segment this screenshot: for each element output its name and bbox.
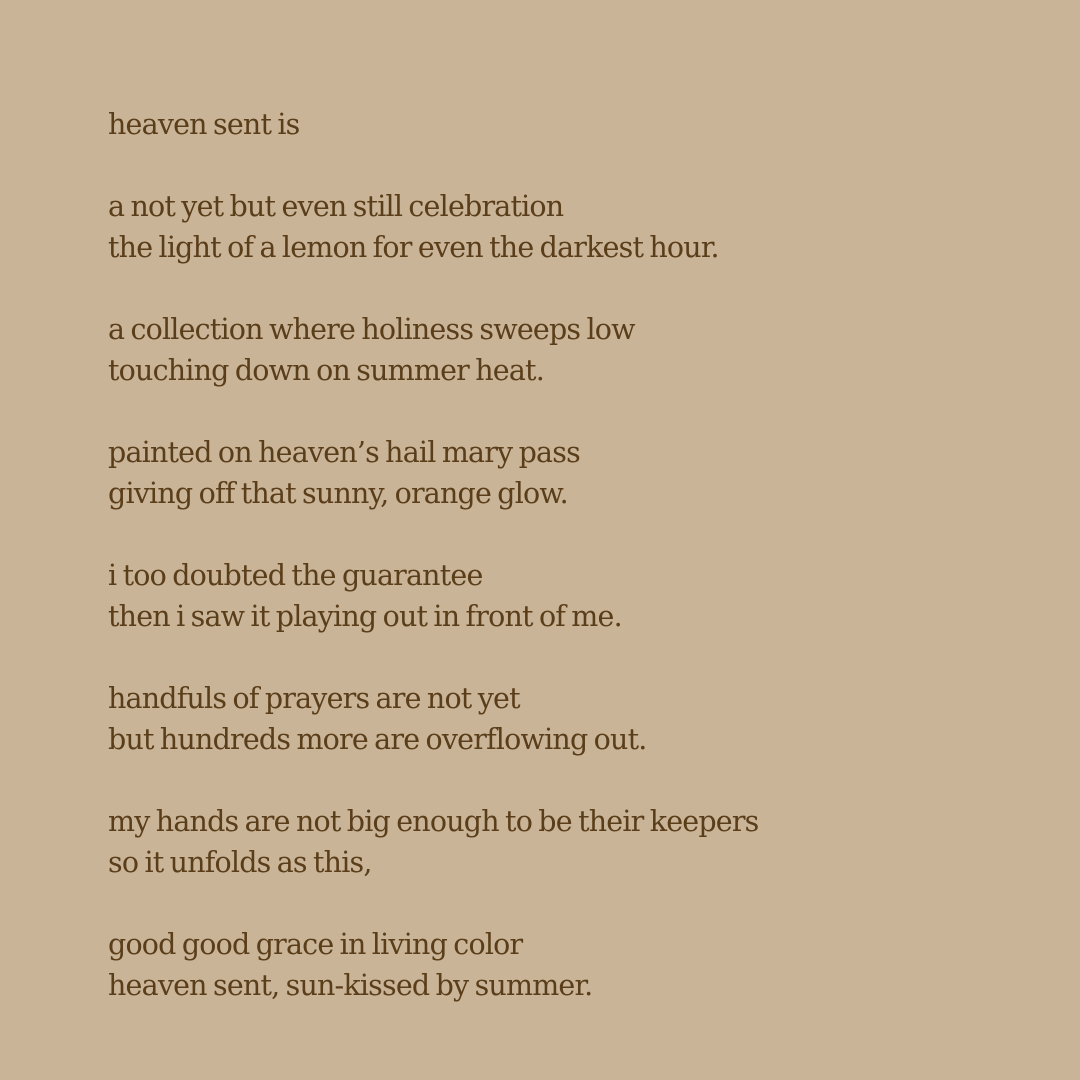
poem-line: so it unfolds as this,	[108, 846, 372, 879]
stanza-1	[108, 186, 759, 268]
stanza-7	[108, 924, 759, 1006]
poem-line: handfuls of prayers are not yet	[108, 682, 520, 715]
stanza-6	[108, 801, 759, 883]
stanza-spacer	[108, 268, 759, 309]
poem-line: a collection where holiness sweeps low	[108, 313, 635, 346]
poem-line: painted on heaven’s hail mary pass	[108, 436, 580, 469]
stanza-spacer	[108, 760, 759, 801]
stanza-spacer	[108, 637, 759, 678]
stanza-2	[108, 309, 759, 391]
poem-line: then i saw it playing out in front of me.	[108, 600, 622, 633]
stanza-spacer	[108, 391, 759, 432]
stanza-3	[108, 432, 759, 514]
poem-line: my hands are not big enough to be their keepers	[108, 805, 759, 838]
poem-line: heaven sent, sun-kissed by summer.	[108, 969, 593, 1002]
poem-line: touching down on summer heat.	[108, 354, 544, 387]
stanza-4	[108, 555, 759, 637]
stanza-5	[108, 678, 759, 760]
poem-line: but hundreds more are overflowing out.	[108, 723, 647, 756]
poem-text	[108, 104, 759, 1006]
poem-line: good good grace in living color	[108, 928, 523, 961]
poem-line: the light of a lemon for even the darkest hour.	[108, 231, 719, 264]
stanza-spacer	[108, 145, 759, 186]
poem-line: giving off that sunny, orange glow.	[108, 477, 568, 510]
stanza-spacer	[108, 514, 759, 555]
stanza-spacer	[108, 883, 759, 924]
poem-line: a not yet but even still celebration	[108, 190, 564, 223]
poem-title: heaven sent is	[108, 108, 300, 141]
poem-line: i too doubted the guarantee	[108, 559, 483, 592]
